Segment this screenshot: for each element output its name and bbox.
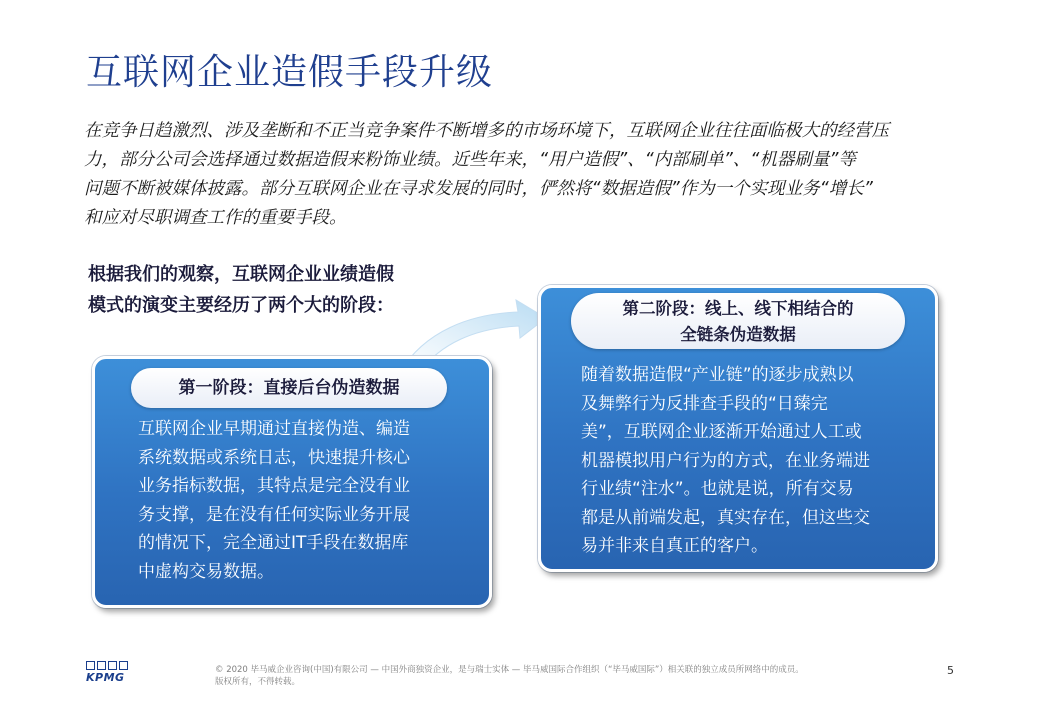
stage-one-line: 务支撑，是在没有任何实际业务开展 bbox=[138, 504, 410, 525]
kpmg-logo-icon bbox=[86, 661, 132, 670]
slide-title: 互联网企业造假手段升级 bbox=[86, 52, 494, 93]
stage-one-title: 第一阶段：直接后台伪造数据 bbox=[131, 368, 447, 408]
stage-one-card bbox=[92, 356, 492, 608]
intro-paragraph bbox=[84, 117, 964, 233]
stage-two-line: 机器模拟用户行为的方式，在业务端进 bbox=[581, 450, 870, 471]
stage-two-line: 行业绩“注水”。也就是说，所有交易 bbox=[581, 479, 854, 499]
intro-line: 问题不断被媒体披露。部分互联网企业在寻求发展的同时，俨然将“数据造假”作为一个实现业务“增长” bbox=[84, 179, 873, 199]
intro-line: 力，部分公司会选择通过数据造假来粉饰业绩。近些年来，“用户造假”、“内部刷单”、“机器刷量”等 bbox=[84, 150, 856, 170]
page-number: 5 bbox=[947, 664, 954, 677]
stage-two-body bbox=[581, 361, 911, 561]
intro-line: 和应对尽职调查工作的重要手段。 bbox=[84, 208, 347, 228]
stage-two-line: 易并非来自真正的客户。 bbox=[581, 536, 768, 556]
stage-two-line: 及舞弊行为反排查手段的“日臻完 bbox=[581, 393, 828, 414]
footer-copyright bbox=[215, 664, 915, 688]
stage-one-line: 的情况下，完全通过IT手段在数据库 bbox=[138, 533, 409, 553]
stage-one-line: 系统数据或系统日志，快速提升核心 bbox=[138, 447, 410, 468]
copyright-line: 版权所有，不得转载。 bbox=[215, 677, 301, 687]
copyright-line: © 2020 毕马威企业咨询(中国)有限公司 — 中国外商独资企业，是与瑞士实体 — 毕马威国际合作组织（“毕马威国际”）相关联的独立成员所网络中的成员。 bbox=[215, 665, 804, 675]
intro-line: 在竞争日趋激烈、涉及垄断和不正当竞争案件不断增多的市场环境下，互联网企业往往面临极大的经营压 bbox=[84, 121, 889, 141]
stage-two-card bbox=[538, 285, 938, 572]
stage-two-title-line: 全链条伪造数据 bbox=[680, 325, 796, 344]
kpmg-logo-text: KPMG bbox=[86, 671, 125, 684]
lead-line: 模式的演变主要经历了两个大的阶段： bbox=[88, 295, 394, 316]
stage-two-title bbox=[571, 293, 905, 349]
stage-one-body bbox=[138, 415, 458, 586]
stage-two-line: 都是从前端发起，真实存在，但这些交 bbox=[581, 507, 870, 528]
stage-one-line: 业务指标数据，其特点是完全没有业 bbox=[138, 476, 410, 496]
stage-two-line: 随着数据造假“产业链”的逐步成熟以 bbox=[581, 365, 854, 385]
stage-one-line: 中虚构交易数据。 bbox=[138, 561, 274, 582]
stage-two-line: 美”，互联网企业逐渐开始通过人工或 bbox=[581, 422, 862, 442]
stage-one-line: 互联网企业早期通过直接伪造、编造 bbox=[138, 419, 410, 439]
stage-two-title-line: 第二阶段：线上、线下相结合的 bbox=[622, 299, 854, 318]
kpmg-logo bbox=[86, 661, 132, 687]
lead-line: 根据我们的观察，互联网企业业绩造假 bbox=[88, 264, 394, 285]
